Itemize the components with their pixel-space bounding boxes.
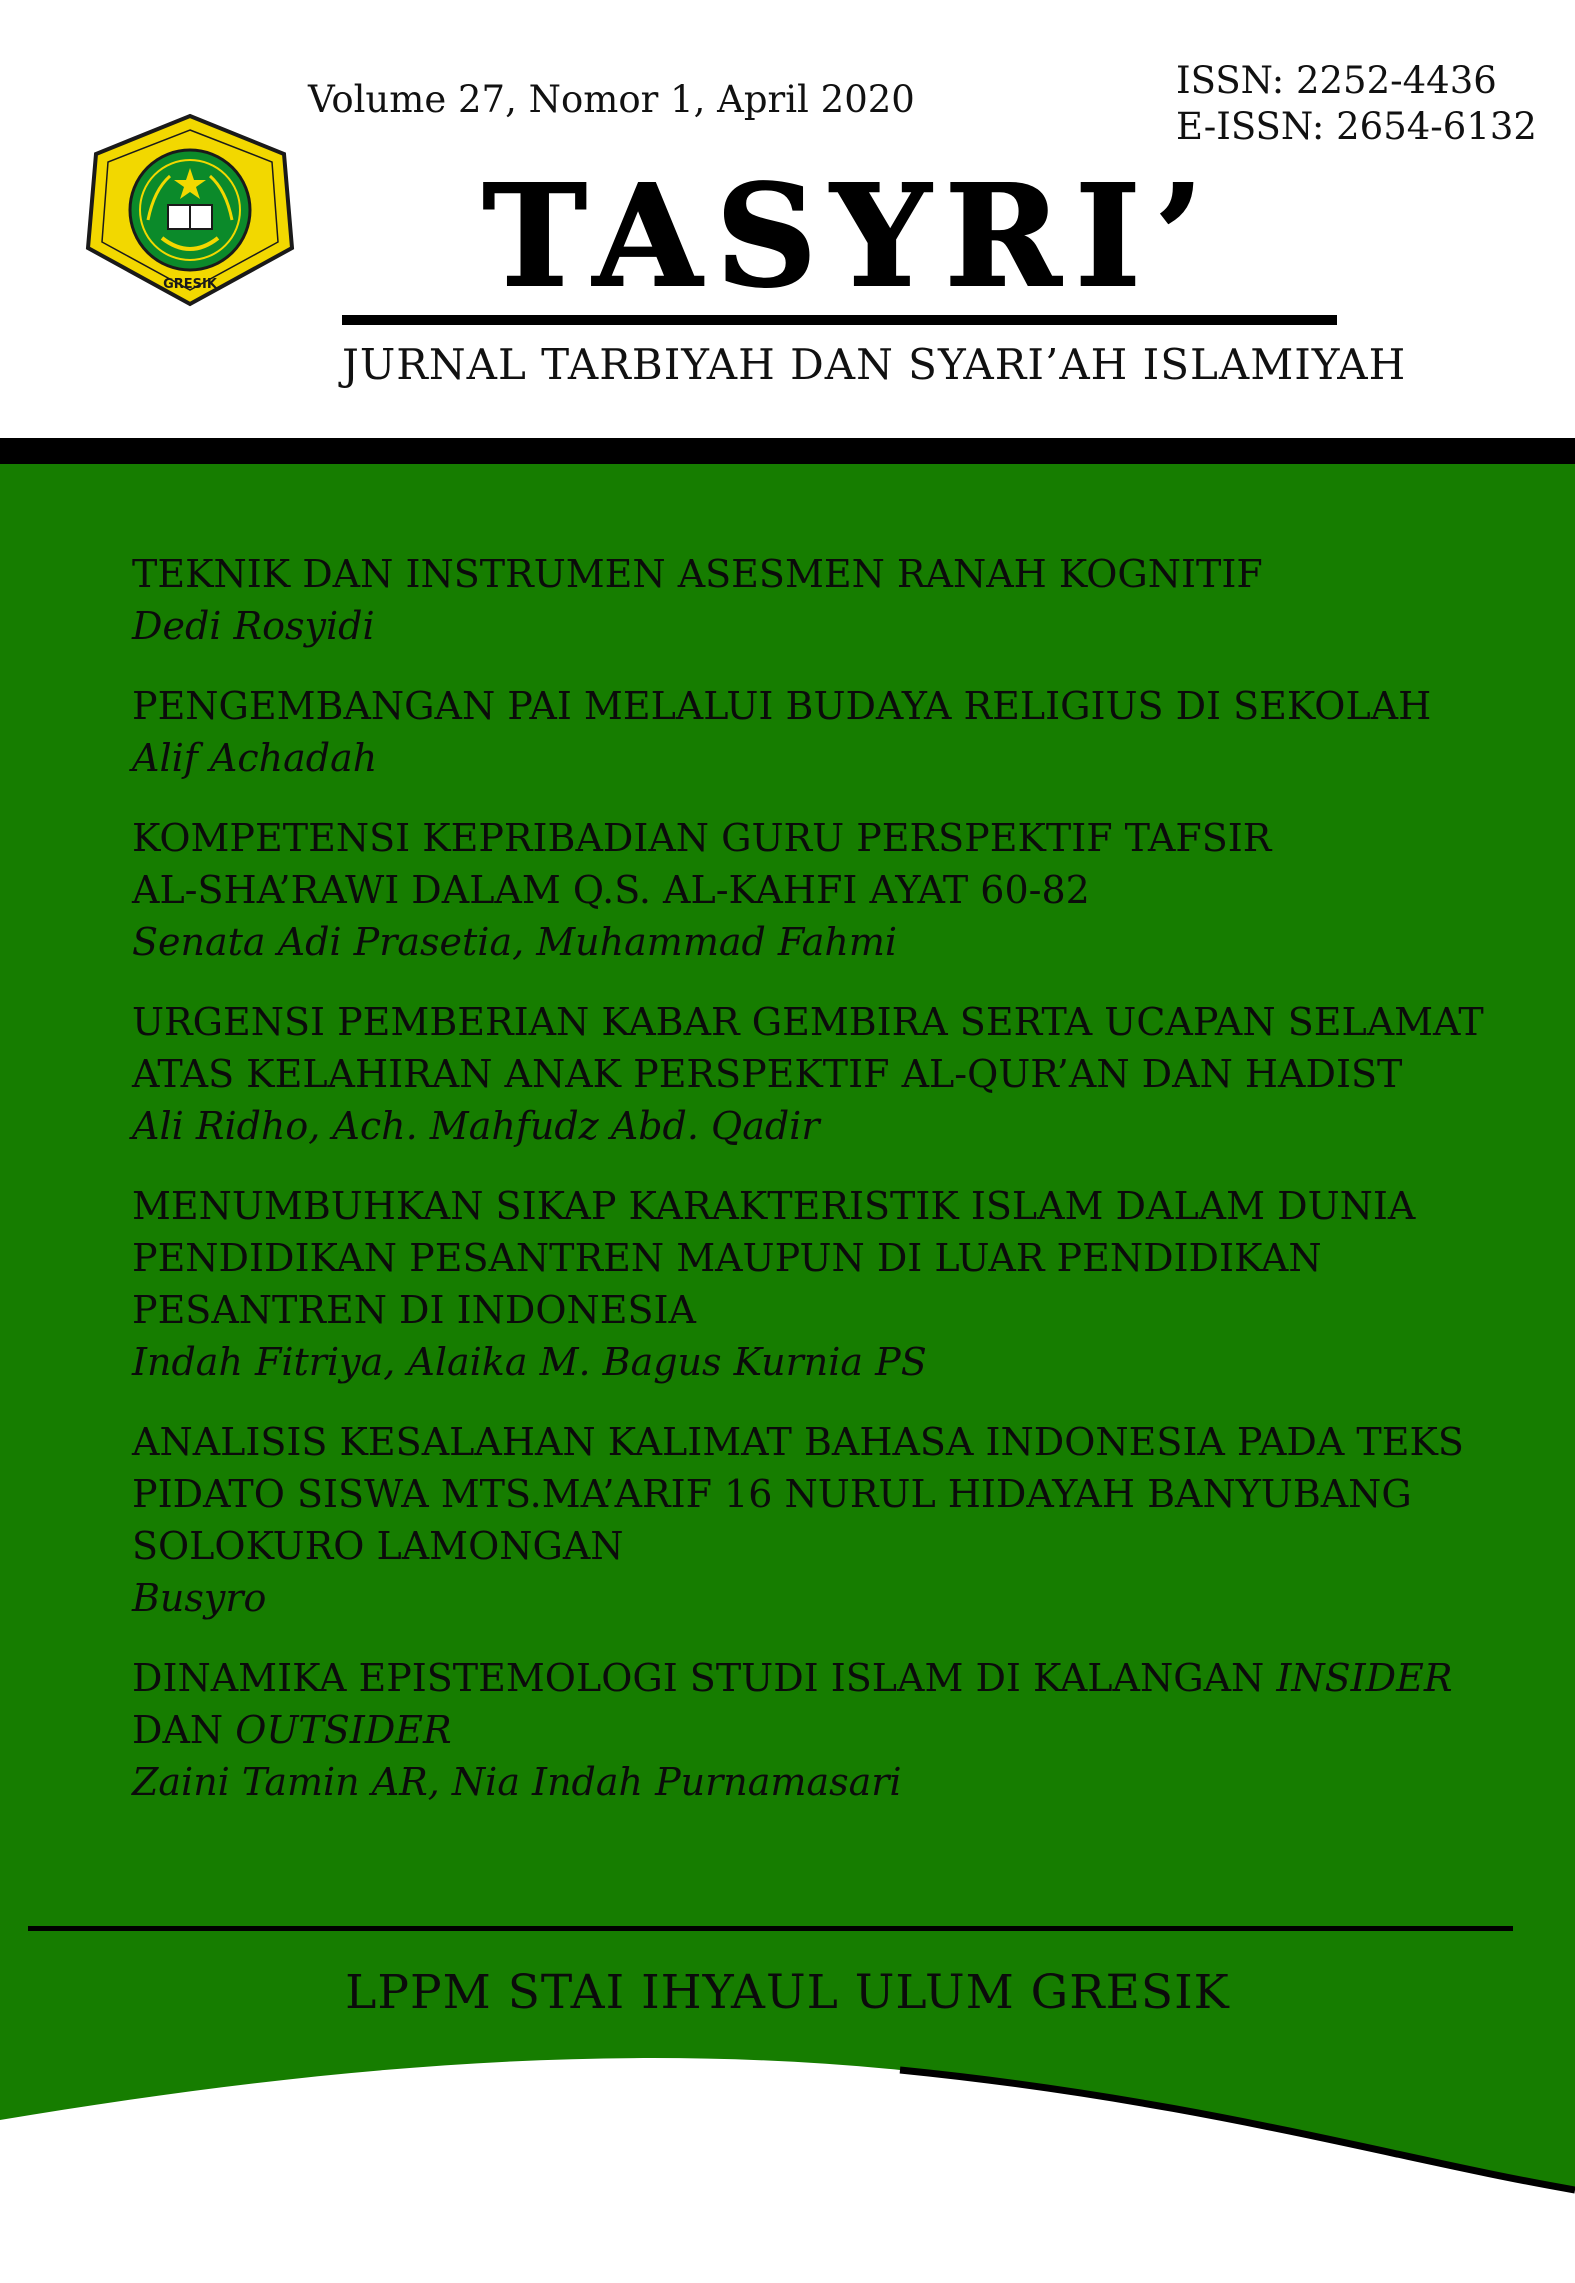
title-text: DAN	[132, 1708, 236, 1752]
article-title	[132, 812, 1532, 916]
article-title	[132, 1180, 1532, 1336]
article-title-line: ATAS KELAHIRAN ANAK PERSPEKTIF AL-QUR’AN DAN HADIST	[132, 1052, 1403, 1096]
cover-header	[0, 0, 1575, 440]
article-title	[132, 1416, 1532, 1572]
issn-block	[1176, 58, 1537, 150]
article-title-line: PIDATO SISWA MTS.MA’ARIF 16 NURUL HIDAYAH BANYUBANG	[132, 1472, 1412, 1516]
volume-issue: Volume 27, Nomor 1, April 2020	[308, 78, 915, 121]
article-list	[132, 548, 1532, 1836]
article-item	[132, 812, 1532, 968]
title-italic-term: OUTSIDER	[235, 1708, 452, 1752]
title-text: DINAMIKA EPISTEMOLOGI STUDI ISLAM DI KALANGAN	[132, 1656, 1277, 1700]
article-item	[132, 548, 1532, 652]
e-issn: E-ISSN: 2654-6132	[1176, 105, 1537, 148]
article-item	[132, 996, 1532, 1152]
article-title-line: ANALISIS KESALAHAN KALIMAT BAHASA INDONESIA PADA TEKS	[132, 1420, 1464, 1464]
article-authors: Dedi Rosyidi	[132, 604, 375, 648]
article-title-line: URGENSI PEMBERIAN KABAR GEMBIRA SERTA UCAPAN SELAMAT	[132, 1000, 1484, 1044]
article-authors: Indah Fitriya, Alaika M. Bagus Kurnia PS	[132, 1340, 927, 1384]
article-title	[132, 548, 1532, 600]
article-title-line: MENUMBUHKAN SIKAP KARAKTERISTIK ISLAM DALAM DUNIA	[132, 1184, 1416, 1228]
article-item	[132, 1652, 1532, 1808]
top-black-band	[0, 438, 1575, 464]
article-authors: Ali Ridho, Ach. Mahfudz Abd. Qadir	[132, 1104, 820, 1148]
article-title-line: AL-SHA’RAWI DALAM Q.S. AL-KAHFI AYAT 60-82	[132, 868, 1090, 912]
journal-title-text: TASYRI’	[482, 160, 1218, 310]
article-authors: Zaini Tamin AR, Nia Indah Purnamasari	[132, 1760, 902, 1804]
title-rule	[342, 315, 1337, 325]
institution-logo	[78, 110, 303, 310]
logo-city-text: GRESIK	[163, 277, 217, 292]
article-title-line: SOLOKURO LAMONGAN	[132, 1524, 624, 1568]
journal-subtitle: JURNAL TARBIYAH DAN SYARI’AH ISLAMIYAH	[342, 340, 1407, 389]
article-authors: Alif Achadah	[132, 736, 378, 780]
article-authors: Senata Adi Prasetia, Muhammad Fahmi	[132, 920, 898, 964]
article-title-line	[132, 1652, 1532, 1704]
article-title-line: PESANTREN DI INDONESIA	[132, 1288, 696, 1332]
article-title	[132, 996, 1532, 1100]
article-item	[132, 1180, 1532, 1388]
publisher-name: LPPM STAI IHYAUL ULUM GRESIK	[345, 1965, 1230, 2020]
issn: ISSN: 2252-4436	[1176, 59, 1497, 102]
article-authors: Busyro	[132, 1576, 267, 1620]
article-title-line: TEKNIK DAN INSTRUMEN ASESMEN RANAH KOGNITIF	[132, 552, 1263, 596]
title-italic-term: INSIDER	[1276, 1656, 1453, 1700]
article-item	[132, 680, 1532, 784]
article-title-line: PENDIDIKAN PESANTREN MAUPUN DI LUAR PENDIDIKAN	[132, 1236, 1322, 1280]
footer-rule	[28, 1926, 1513, 1931]
article-title-line	[132, 1704, 1532, 1756]
article-title-line: KOMPETENSI KEPRIBADIAN GURU PERSPEKTIF TAFSIR	[132, 816, 1272, 860]
article-title	[132, 1652, 1532, 1756]
article-title	[132, 680, 1532, 732]
bottom-wave	[0, 2050, 1575, 2283]
journal-title	[440, 160, 1260, 310]
article-item	[132, 1416, 1532, 1624]
article-title-line: PENGEMBANGAN PAI MELALUI BUDAYA RELIGIUS DI SEKOLAH	[132, 684, 1432, 728]
